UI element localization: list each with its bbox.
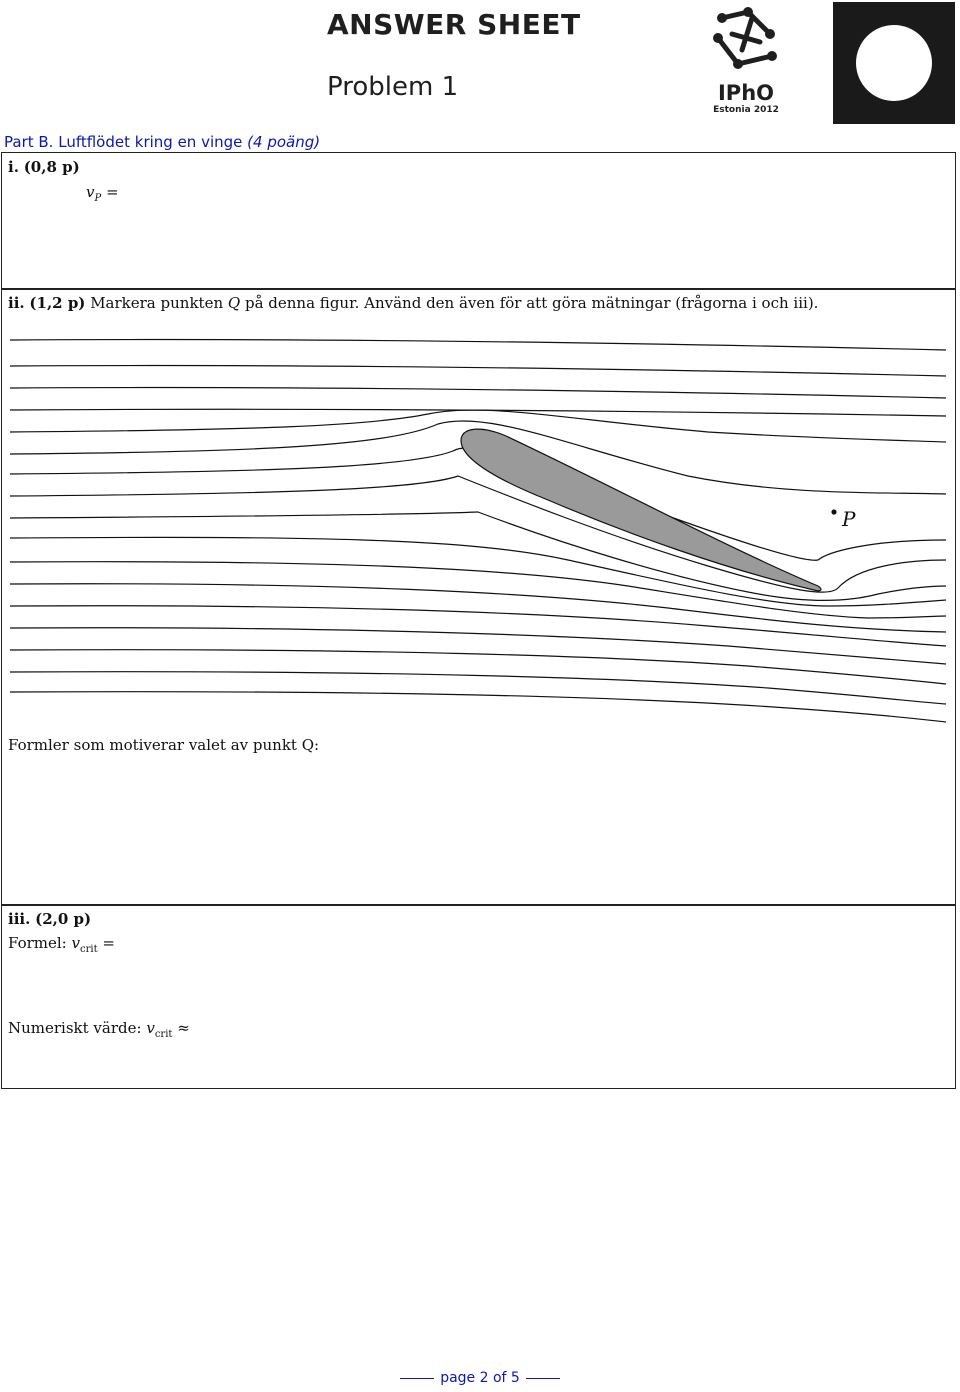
vp-var: v <box>86 183 95 201</box>
vp-sub: P <box>94 193 102 204</box>
streamline <box>10 365 946 376</box>
airflow-figure[interactable] <box>8 316 948 732</box>
vcrit-eq: = <box>102 934 115 952</box>
approx-sign: ≈ <box>177 1019 190 1037</box>
streamline <box>10 628 946 664</box>
streamline <box>10 692 946 722</box>
answer-box-i[interactable] <box>1 152 956 289</box>
streamlines <box>10 339 946 722</box>
footer-dash-left <box>400 1378 434 1379</box>
point-p-label: P <box>842 507 856 531</box>
question-ii-text-a: Markera punkten <box>90 294 224 312</box>
streamline <box>10 537 946 606</box>
formulas-label: Formler som motiverar valet av punkt Q: <box>8 736 320 754</box>
question-iii-points: (2,0 p) <box>35 910 92 928</box>
question-iii-label: iii. <box>8 910 31 928</box>
question-i-points: (0,8 p) <box>23 158 80 176</box>
streamline <box>10 387 946 398</box>
vcrit-var-numeric: v <box>146 1019 155 1037</box>
logo-subtext: Estonia 2012 <box>713 105 779 115</box>
airfoil-shape <box>461 429 821 591</box>
streamline <box>10 650 946 684</box>
point-q-var: Q <box>227 294 241 312</box>
part-title <box>4 133 320 151</box>
problem-title: Problem 1 <box>327 72 459 102</box>
question-i-header <box>8 158 80 176</box>
streamline <box>10 339 946 350</box>
part-label: Part B. <box>4 133 54 151</box>
formula-label: Formel: <box>8 934 67 952</box>
streamline <box>10 562 946 618</box>
streamline <box>10 606 946 646</box>
question-i-formula <box>86 183 119 204</box>
vcrit-sub-numeric: crit <box>154 1029 173 1040</box>
footer-dash-right <box>526 1378 560 1379</box>
question-iii-header <box>8 910 91 928</box>
question-ii-header <box>8 294 818 312</box>
part-name: Luftflödet kring en vinge <box>58 133 243 151</box>
question-ii-text-b: på denna figur. Använd den även för att göra mätningar (frågorna i och iii). <box>244 294 819 312</box>
point-p-marker[interactable] <box>831 509 836 514</box>
numeric-label: Numeriskt värde: <box>8 1019 142 1037</box>
question-ii-points: (1,2 p) <box>29 294 86 312</box>
question-iii-formula <box>8 934 115 955</box>
question-ii-label: ii. <box>8 294 25 312</box>
question-iii-numeric <box>8 1019 190 1040</box>
streamline <box>10 476 946 592</box>
vp-eq: = <box>106 183 119 201</box>
vcrit-sub: crit <box>80 944 98 955</box>
ipho-logo <box>708 4 784 116</box>
page-footer <box>0 1370 960 1386</box>
question-i-label: i. <box>8 158 19 176</box>
emblem-logo <box>833 2 955 124</box>
streamline <box>10 672 946 704</box>
vcrit-var: v <box>71 934 81 952</box>
page-number: page 2 of 5 <box>440 1370 520 1386</box>
answer-sheet-title: ANSWER SHEET <box>327 8 581 41</box>
part-points: (4 poäng) <box>247 133 321 151</box>
logo-text: IPhO <box>717 81 775 105</box>
answer-box-iii[interactable] <box>1 905 956 1089</box>
